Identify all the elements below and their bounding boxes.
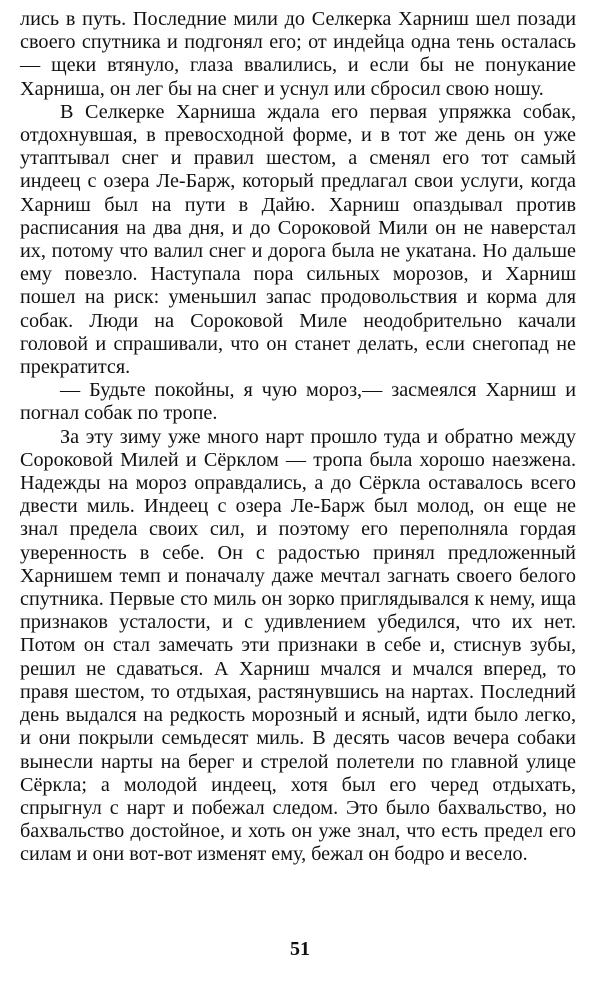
paragraph-3: — Будьте покойны, я чую мороз,— засмеялся Харниш и погнал собак по тропе. xyxy=(20,379,576,425)
paragraph-1: лись в путь. Последние мили до Селкерка Харниш шел позади своего спутника и подгонял его; от индейца одна тень осталась — щеки втянуло, глаза ввалились, и если бы не понукание Харниша, он лег бы на снег и уснул или сбросил свою ношу. xyxy=(20,8,576,100)
page-number: 51 xyxy=(290,938,310,960)
page-text xyxy=(20,8,576,867)
paragraph-4: За эту зиму уже много нарт прошло туда и обратно между Сороковой Милей и Сёрклом — тропа была хорошо наезжена. Надежды на мороз оправдались, а до Сёркла оставалось всего двести миль. Индеец с озера Ле-Барж был молод, он еще не знал предела своих сил, и поэтому его переполняла гордая уверенность в себе. Он с радостью принял предложенный Харнишем темп и поначалу даже мечтал загнать своего белого спутника. Первые сто миль он зорко приглядывался к нему, ища признаков усталости, и с удивлением убедился, что их нет. Потом он стал замечать эти признаки в себе и, стиснув зубы, решил не сдаваться. А Харниш мчался и мчался вперед, то правя шестом, то отдыхая, растянувшись на нартах. Последний день выдался на редкость морозный и ясный, идти было легко, и они покрыли семьдесят миль. В десять часов вечера собаки вынесли нарты на берег и стрелой полетели по главной улице Сёркла; а молодой индеец, хотя был его черед отдыхать, спрыгнул с нарт и побежал следом. Это было бахвальство, но бахвальство достойное, и хоть он уже знал, что есть предел его силам и они вот-вот изменят ему, бежал он бодро и весело. xyxy=(20,425,576,866)
paragraph-2: В Селкерке Харниша ждала его первая упряжка собак, отдохнувшая, в превосходной форме, и в тот же день он уже утаптывал снег и правил шестом, а сменял его тот самый индеец с озера Ле-Барж, который предлагал свои услуги, когда Харниш был на пути в Дайю. Харниш опаздывал против расписания на два дня, и до Сороковой Мили он не наверстал их, потому что валил снег и дорога была не укатана. Но дальше ему повезло. Наступала пора сильных морозов, и Харниш пошел на риск: уменьшил запас продовольствия и корма для собак. Люди на Сороковой Миле неодобрительно качали головой и спрашивали, что он станет делать, если снегопад не прекратится. xyxy=(20,100,576,379)
